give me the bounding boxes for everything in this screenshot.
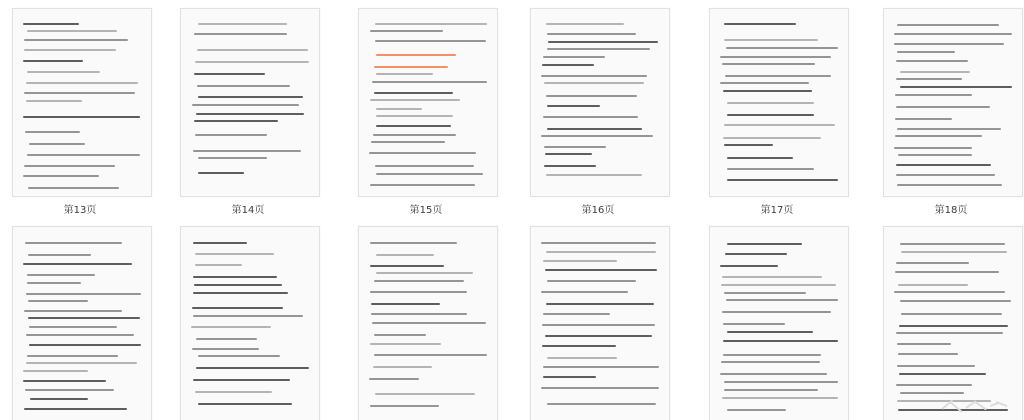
page-thumbnail-19[interactable] — [12, 226, 152, 420]
text-line-preview — [192, 348, 259, 350]
text-line-preview — [26, 362, 137, 364]
page-label-14: 第14页 — [231, 205, 265, 216]
text-line-preview — [723, 354, 821, 356]
page-content-preview — [359, 9, 497, 196]
text-line-preview — [898, 353, 958, 355]
page-content-preview — [181, 9, 319, 196]
page-content-preview — [181, 227, 319, 420]
text-line-preview — [28, 317, 140, 319]
text-line-preview — [542, 64, 594, 66]
text-line-preview — [726, 47, 838, 49]
text-line-preview — [894, 147, 972, 149]
text-line-preview — [543, 260, 617, 262]
text-line-preview — [727, 114, 814, 116]
text-line-preview — [195, 61, 309, 63]
text-line-preview — [24, 92, 135, 94]
text-line-preview — [28, 187, 119, 189]
text-line-preview — [27, 274, 95, 276]
text-line-preview — [544, 82, 644, 84]
text-line-preview — [25, 242, 122, 244]
text-line-preview — [720, 265, 778, 267]
text-line-preview — [370, 291, 467, 293]
text-line-preview — [196, 338, 257, 340]
text-line-preview — [371, 141, 445, 143]
page-content-preview — [531, 227, 669, 420]
page-content-preview — [710, 227, 848, 420]
text-line-preview — [895, 135, 982, 137]
text-line-preview — [370, 30, 443, 32]
text-line-preview — [198, 403, 292, 405]
text-line-preview — [897, 400, 991, 402]
text-line-preview — [720, 56, 831, 58]
page-label-15: 第15页 — [409, 205, 443, 216]
text-line-preview — [724, 381, 838, 383]
text-line-preview — [545, 335, 652, 337]
text-line-preview — [727, 409, 786, 411]
text-line-preview — [894, 33, 1012, 35]
text-line-preview — [26, 334, 134, 336]
text-line-preview — [546, 95, 637, 97]
text-line-preview — [198, 157, 267, 159]
text-line-preview — [543, 116, 638, 118]
text-line-preview — [195, 264, 242, 266]
text-line-preview — [727, 179, 838, 181]
text-line-preview — [545, 153, 592, 155]
text-line-preview — [370, 343, 441, 345]
text-line-preview — [727, 168, 814, 170]
text-line-preview — [543, 376, 596, 378]
text-line-preview — [27, 355, 118, 357]
text-line-preview — [542, 345, 616, 347]
text-line-preview — [370, 99, 460, 101]
text-line-preview — [193, 276, 277, 278]
page-thumbnail-23[interactable] — [709, 226, 849, 420]
text-line-preview — [27, 154, 140, 156]
text-line-preview — [548, 41, 658, 43]
text-line-preview — [26, 293, 141, 295]
text-line-preview — [194, 33, 287, 35]
text-line-preview — [724, 39, 818, 41]
text-line-preview — [722, 311, 831, 313]
text-line-preview — [546, 303, 654, 305]
text-line-preview — [896, 106, 990, 108]
text-line-preview — [193, 292, 288, 294]
text-line-preview — [198, 23, 287, 25]
text-line-preview — [898, 284, 968, 286]
text-line-preview — [547, 403, 656, 405]
text-line-preview — [547, 33, 636, 35]
text-line-preview — [195, 253, 274, 255]
text-line-preview — [376, 108, 422, 110]
text-line-preview — [727, 243, 802, 245]
text-line-preview — [375, 393, 475, 395]
text-line-preview — [192, 104, 299, 106]
text-line-preview — [722, 276, 822, 278]
text-line-preview — [724, 389, 818, 391]
text-line-preview — [376, 173, 483, 175]
text-line-preview — [372, 81, 487, 83]
text-line-preview — [24, 165, 115, 167]
text-line-preview — [198, 172, 244, 174]
text-line-preview — [546, 174, 642, 176]
text-line-preview — [373, 366, 432, 368]
text-line-preview — [370, 405, 439, 407]
text-line-preview — [547, 280, 636, 282]
text-line-preview — [896, 60, 968, 62]
page-thumbnail-14[interactable] — [180, 8, 320, 197]
text-line-preview — [194, 120, 278, 122]
text-line-preview — [197, 85, 290, 87]
text-line-preview — [900, 392, 964, 394]
text-line-preview — [195, 391, 272, 393]
text-line-preview — [544, 165, 596, 167]
text-line-preview — [24, 49, 116, 51]
text-line-preview — [371, 313, 467, 315]
text-line-preview — [376, 73, 433, 75]
text-line-preview — [541, 75, 647, 77]
text-line-preview — [726, 299, 838, 301]
text-line-preview — [895, 271, 999, 273]
text-line-preview — [897, 51, 955, 53]
text-line-preview — [370, 265, 444, 267]
text-line-preview — [724, 124, 835, 126]
text-line-preview — [547, 48, 650, 50]
text-line-preview — [898, 154, 972, 156]
text-line-preview — [543, 313, 610, 315]
text-line-preview — [370, 242, 457, 244]
text-line-preview — [23, 380, 106, 382]
text-line-preview — [374, 354, 487, 356]
text-line-preview — [375, 40, 486, 42]
text-line-preview — [27, 30, 117, 32]
text-line-preview — [721, 361, 820, 363]
text-line-preview — [897, 128, 1001, 130]
page-content-preview — [531, 9, 669, 196]
text-line-preview — [724, 23, 796, 25]
text-line-preview — [26, 82, 138, 84]
text-line-preview — [23, 175, 99, 177]
text-line-preview — [720, 373, 827, 375]
text-line-preview — [899, 373, 986, 375]
text-line-preview — [195, 134, 267, 136]
text-line-preview — [30, 398, 88, 400]
text-line-preview — [547, 128, 642, 130]
text-line-preview — [194, 284, 282, 286]
text-line-preview — [720, 82, 809, 84]
text-line-preview — [897, 365, 975, 367]
text-line-preview — [375, 165, 474, 167]
text-line-preview — [541, 291, 628, 293]
text-line-preview — [897, 184, 1002, 186]
text-line-preview — [373, 134, 456, 136]
text-line-preview — [900, 86, 1012, 88]
text-line-preview — [192, 307, 283, 309]
text-line-preview — [25, 389, 114, 391]
page-thumbnail-13[interactable] — [12, 8, 152, 197]
text-line-preview — [376, 115, 453, 117]
text-line-preview — [29, 344, 141, 346]
text-line-preview — [727, 331, 813, 333]
text-line-preview — [546, 251, 656, 253]
text-line-preview — [542, 324, 655, 326]
page-content-preview — [884, 9, 1022, 196]
text-line-preview — [376, 272, 473, 274]
page-label-13: 第13页 — [63, 205, 97, 216]
page-thumbnail-24[interactable] — [883, 226, 1023, 420]
text-line-preview — [727, 157, 793, 159]
text-line-preview — [374, 280, 464, 282]
page-label-17: 第17页 — [760, 205, 794, 216]
text-line-preview — [27, 282, 81, 284]
text-line-preview — [900, 71, 970, 73]
page-thumbnail-16[interactable] — [530, 8, 670, 197]
text-line-preview — [376, 254, 434, 256]
text-line-preview — [898, 409, 1008, 411]
text-line-preview — [191, 326, 271, 328]
page-content-preview — [359, 227, 497, 420]
text-line-preview — [897, 343, 951, 345]
text-line-preview — [193, 315, 303, 317]
text-line-preview — [23, 116, 140, 118]
text-line-preview — [896, 174, 995, 176]
text-line-preview — [193, 150, 301, 152]
page-content-preview — [13, 227, 151, 420]
text-line-preview — [376, 125, 451, 127]
text-line-preview — [29, 143, 85, 145]
text-line-preview — [545, 269, 657, 271]
text-line-preview — [374, 92, 453, 94]
text-line-preview — [196, 113, 304, 115]
page-content-preview — [710, 9, 848, 196]
text-line-preview — [895, 94, 972, 96]
text-line-preview — [28, 254, 91, 256]
text-line-preview — [193, 242, 247, 244]
text-line-preview — [543, 366, 659, 368]
text-line-preview — [541, 387, 659, 389]
text-line-preview — [26, 100, 82, 102]
text-line-preview — [27, 71, 100, 73]
text-line-preview — [25, 131, 80, 133]
text-line-preview — [24, 408, 127, 410]
text-line-preview — [900, 243, 1005, 245]
text-line-preview — [23, 23, 79, 25]
text-line-preview — [724, 144, 773, 146]
text-line-preview — [24, 310, 122, 312]
text-line-preview — [372, 322, 486, 324]
text-line-preview — [724, 292, 806, 294]
text-line-preview — [725, 75, 831, 77]
page-thumbnail-18[interactable] — [883, 8, 1023, 197]
text-line-preview — [896, 262, 969, 264]
page-thumbnail-17[interactable] — [709, 8, 849, 197]
text-line-preview — [24, 39, 128, 41]
text-line-preview — [723, 137, 821, 139]
text-line-preview — [197, 49, 308, 51]
text-line-preview — [896, 332, 1003, 334]
text-line-preview — [896, 164, 991, 166]
text-line-preview — [896, 78, 962, 80]
text-line-preview — [23, 263, 132, 265]
text-line-preview — [894, 291, 1005, 293]
page-thumbnail-22[interactable] — [530, 226, 670, 420]
text-line-preview — [376, 54, 456, 56]
text-line-preview — [28, 300, 88, 302]
text-line-preview — [374, 66, 448, 68]
text-line-preview — [723, 340, 838, 342]
text-line-preview — [194, 73, 265, 75]
page-thumbnail-21[interactable] — [358, 226, 498, 420]
text-line-preview — [721, 284, 836, 286]
text-line-preview — [895, 118, 952, 120]
text-line-preview — [900, 300, 1011, 302]
page-content-preview — [13, 9, 151, 196]
page-label-18: 第18页 — [934, 205, 968, 216]
text-line-preview — [544, 146, 606, 148]
page-content-preview — [884, 227, 1022, 420]
text-line-preview — [901, 251, 1007, 253]
text-line-preview — [727, 102, 814, 104]
text-line-preview — [370, 184, 475, 186]
text-line-preview — [196, 367, 309, 369]
text-line-preview — [543, 56, 605, 58]
text-line-preview — [547, 105, 600, 107]
text-line-preview — [374, 334, 426, 336]
page-label-16: 第16页 — [581, 205, 615, 216]
text-line-preview — [896, 384, 972, 386]
text-line-preview — [369, 378, 419, 380]
text-line-preview — [541, 135, 653, 137]
text-line-preview — [198, 355, 280, 357]
text-line-preview — [723, 323, 785, 325]
text-line-preview — [29, 326, 117, 328]
text-line-preview — [722, 63, 815, 65]
text-line-preview — [546, 23, 624, 25]
text-line-preview — [193, 379, 290, 381]
text-line-preview — [894, 43, 1004, 45]
text-line-preview — [369, 152, 476, 154]
text-line-preview — [722, 397, 838, 399]
page-thumbnail-20[interactable] — [180, 226, 320, 420]
text-line-preview — [371, 303, 440, 305]
text-line-preview — [725, 253, 787, 255]
text-line-preview — [375, 23, 487, 25]
text-line-preview — [897, 24, 999, 26]
text-line-preview — [723, 90, 812, 92]
page-thumbnail-15[interactable] — [358, 8, 498, 197]
text-line-preview — [23, 60, 83, 62]
text-line-preview — [23, 370, 88, 372]
text-line-preview — [547, 357, 617, 359]
text-line-preview — [901, 313, 1002, 315]
text-line-preview — [541, 242, 656, 244]
text-line-preview — [198, 96, 303, 98]
text-line-preview — [899, 325, 1008, 327]
